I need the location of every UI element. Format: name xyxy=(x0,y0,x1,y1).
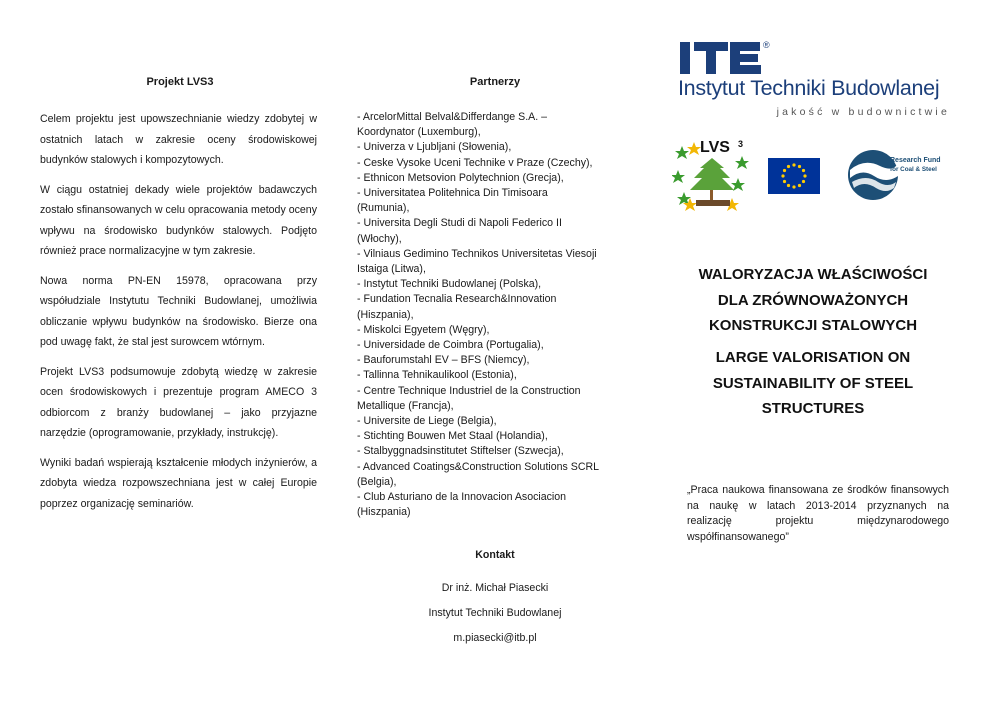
lvs3-logo xyxy=(672,134,756,212)
project-paragraphs xyxy=(40,109,317,523)
project-paragraph: Celem projektu jest upowszechnianie wiedzy zdobytej w ostatnich latach w zakresie oceny środowiskowej budynków stalowych i kompozytowych. xyxy=(40,113,317,166)
partner-line: - Stalbyggnadsinstitutet Stiftelser (Szwecja), xyxy=(357,445,564,458)
partner-line: - ArcelorMittal Belval&Differdange S.A. – xyxy=(357,111,547,123)
partner-line: - Universite de Liege (Belgia), xyxy=(357,415,497,428)
partner-line: - Vilniaus Gedimino Technikos Universitetas Viesoji xyxy=(357,247,597,260)
partner-line: - Bauforumstahl EV – BFS (Niemcy), xyxy=(357,354,530,367)
lvs3-logo-text: LVS xyxy=(700,139,730,156)
partner-line: Metallique (Francja), xyxy=(357,399,454,412)
partner-line: (Belgia), xyxy=(357,475,397,488)
partner-line: - Centre Technique Industriel de la Construction xyxy=(357,384,581,397)
title-pl-line: WALORYZACJA WŁAŚCIWOŚCI xyxy=(698,266,928,283)
partner-line: - Universidade de Coimbra (Portugalia), xyxy=(357,339,544,352)
title-en-line: STRUCTURES xyxy=(761,400,865,417)
contact-institution: Instytut Techniki Budowlanej xyxy=(428,607,562,619)
itb-logo-name: Instytut Techniki Budowlanej xyxy=(678,76,940,100)
lvs3-logo-sup: 3 xyxy=(738,139,744,149)
project-paragraph: Nowa norma PN-EN 15978, opracowana przy współudziale Instytutu Techniki Budowlanej, umożliwia obliczanie wpływu budynków na środowisko. Bierze ona pod uwagę fakt, że stal jest surowcem wtórnym. xyxy=(40,274,317,348)
partner-line: - Stichting Bouwen Met Staal (Holandia), xyxy=(357,430,548,443)
partner-line: - Ceske Vysoke Uceni Technike v Praze (Czechy), xyxy=(357,156,593,169)
partner-line: (Rumunia), xyxy=(357,202,410,215)
partner-line: - Universitatea Politehnica Din Timisoara xyxy=(357,187,548,200)
title-column xyxy=(672,0,954,701)
itb-logo-mark xyxy=(680,42,762,74)
partner-line: - Miskolci Egyetem (Węgry), xyxy=(357,323,490,336)
partners-list xyxy=(357,110,635,520)
partner-line: Koordynator (Luxemburg), xyxy=(357,126,481,139)
partner-line: - Club Asturiano de la Innovacion Asociacion xyxy=(357,491,567,504)
partner-line: - Instytut Techniki Budowlanej (Polska), xyxy=(357,278,542,291)
contact-heading: Kontakt xyxy=(475,549,515,561)
rfcs-logo xyxy=(846,148,942,202)
project-heading: Projekt LVS3 xyxy=(146,76,214,88)
rfcs-line1: Research Fund xyxy=(890,157,941,164)
project-column xyxy=(40,0,320,701)
partner-logos xyxy=(672,134,954,214)
project-paragraph: Wyniki badań wspierają kształcenie młodych inżynierów, a zdobyta wiedza rozpowszechniana jest w całej Europie poprzez organizację seminariów. xyxy=(40,456,317,510)
partner-line: (Hiszpania), xyxy=(357,308,414,321)
funding-note: „Praca naukowa finansowana ze środków finansowych na naukę w latach 2013-2014 przyznanych na realizację projektu międzynarodowego współfinansowanego” xyxy=(687,484,949,543)
partner-line: - Univerza v Ljubljani (Słowenia), xyxy=(357,141,512,154)
partner-line: - Advanced Coatings&Construction Solutions SCRL xyxy=(357,460,600,473)
partners-column xyxy=(355,0,635,701)
partner-line: - Ethnicon Metsovion Polytechnion (Grecja), xyxy=(357,171,564,184)
itb-logo xyxy=(678,40,950,120)
partner-line: - Tallinna Tehnikaulikool (Estonia), xyxy=(357,369,517,382)
project-paragraph: W ciągu ostatniej dekady wiele projektów badawczych zostało sfinansowanych w celu opracowania metody oceny wpływu na środowisko budynków stalowych. Podjęto również prace normalizacyjne w tym zakresie. xyxy=(40,183,317,257)
contact-email[interactable]: m.piasecki@itb.pl xyxy=(453,632,537,644)
partners-heading: Partnerzy xyxy=(469,76,521,88)
title-en-line: SUSTAINABILITY OF STEEL xyxy=(712,374,914,392)
title-english xyxy=(672,345,954,422)
partner-line: (Hiszpania) xyxy=(357,506,411,519)
rfcs-line2: for Coal & Steel xyxy=(890,166,937,173)
partner-line: - Fundation Tecnalia Research&Innovation xyxy=(357,293,557,306)
itb-logo-tagline: jakość w budownictwie xyxy=(776,106,950,118)
project-paragraph: Projekt LVS3 podsumowuje zdobytą wiedzę w zakresie ocen środowiskowych i prezentuje program AMECO 3 odbiorcom z branży budowlanej – jako przyjazne narzędzie (oprogramowanie, przykłady, instrukcję). xyxy=(40,365,317,439)
title-pl-line: DLA ZRÓWNOWAŻONYCH xyxy=(717,291,909,309)
registered-mark: ® xyxy=(763,40,770,50)
eu-flag-icon xyxy=(768,158,820,194)
partner-line: - Universita Degli Studi di Napoli Federico II xyxy=(357,217,562,230)
partner-line: (Włochy), xyxy=(357,232,402,245)
title-en-line: LARGE VALORISATION ON xyxy=(715,349,911,366)
contact-name: Dr inż. Michał Piasecki xyxy=(441,582,549,594)
title-pl-line: KONSTRUKCJI STALOWYCH xyxy=(708,317,918,334)
partner-line: Istaiga (Litwa), xyxy=(357,263,426,276)
title-polish xyxy=(672,262,954,339)
